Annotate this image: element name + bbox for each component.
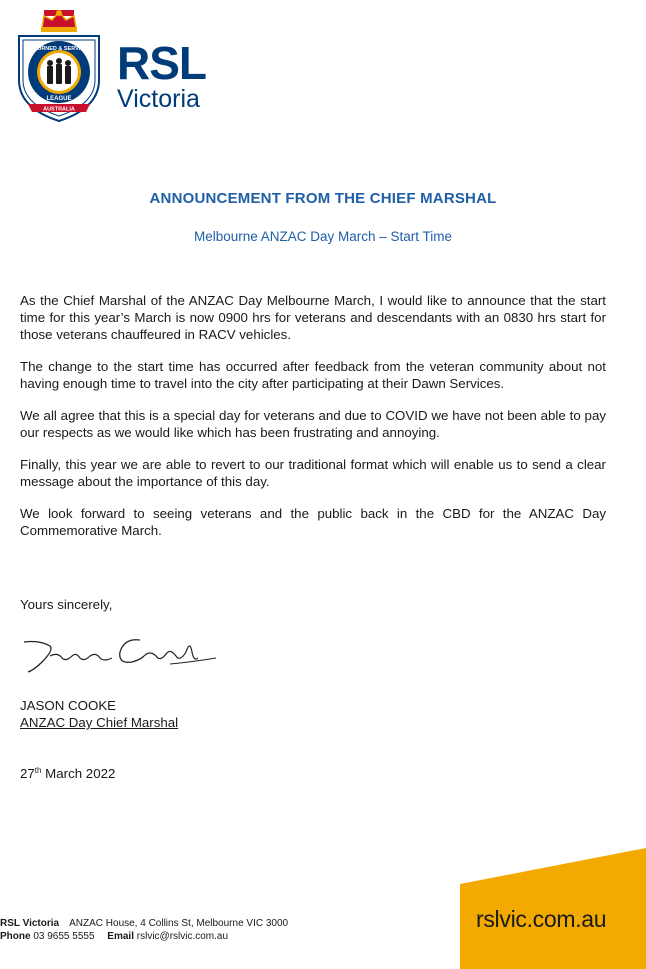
body-paragraph-4: Finally, this year we are able to revert to our traditional format which will enable us to send a clear message about the importance of this day. bbox=[20, 457, 606, 489]
footer-website-link[interactable]: rslvic.com.au bbox=[476, 906, 607, 932]
footer-phone-label: Phone bbox=[0, 931, 31, 942]
date-suffix: th bbox=[34, 766, 42, 775]
date-day: 27 bbox=[20, 766, 35, 781]
body-paragraph-3: We all agree that this is a special day for veterans and due to COVID we have not been able to pay our respects as we would like which has been frustrating and annoying. bbox=[20, 408, 606, 440]
footer-address-line bbox=[0, 917, 288, 930]
logo-rsl-wordmark: RSL bbox=[117, 37, 206, 89]
letter-date bbox=[20, 766, 115, 781]
rsl-victoria-logo bbox=[14, 8, 214, 123]
footer-contact-line bbox=[0, 930, 228, 943]
letter-body bbox=[20, 292, 606, 554]
rsl-crest-icon bbox=[14, 8, 104, 123]
signer-name: JASON COOKE bbox=[20, 698, 117, 713]
footer-phone: 03 9655 5555 bbox=[33, 931, 95, 942]
letter-heading: ANNOUNCEMENT FROM THE CHIEF MARSHAL bbox=[149, 190, 497, 207]
footer-email-label: Email bbox=[107, 931, 134, 942]
footer-org-name: RSL Victoria bbox=[0, 918, 60, 929]
letter-subheading: Melbourne ANZAC Day March – Start Time bbox=[193, 229, 453, 244]
footer-email: rslvic@rslvic.com.au bbox=[136, 931, 229, 942]
handwritten-signature bbox=[20, 622, 220, 682]
closing-salutation: Yours sincerely, bbox=[20, 597, 113, 612]
signer-title: ANZAC Day Chief Marshal bbox=[20, 715, 179, 730]
body-paragraph-1: As the Chief Marshal of the ANZAC Day Melbourne March, I would like to announce that the start time for this year’s March is now 0900 hrs for veterans and descendants with an 0830 hrs start for those veterans chauffeured in RACV vehicles. bbox=[20, 293, 606, 342]
body-paragraph-5: We look forward to seeing veterans and the public back in the CBD for the ANZAC Day Commemorative March. bbox=[20, 506, 606, 538]
logo-victoria-wordmark: Victoria bbox=[117, 85, 200, 113]
crest-ring-bottom-text: LEAGUE bbox=[46, 96, 72, 102]
crest-ring-top-text: RETURNED & SERVICES bbox=[26, 46, 92, 52]
crest-banner-text: AUSTRALIA bbox=[43, 106, 75, 113]
footer-address: ANZAC House, 4 Collins St, Melbourne VIC 3000 bbox=[69, 918, 289, 929]
body-paragraph-2: The change to the start time has occurred after feedback from the veteran community about not having enough time to travel into the city after participating at their Dawn Services. bbox=[20, 359, 606, 391]
date-rest: March 2022 bbox=[41, 766, 116, 781]
